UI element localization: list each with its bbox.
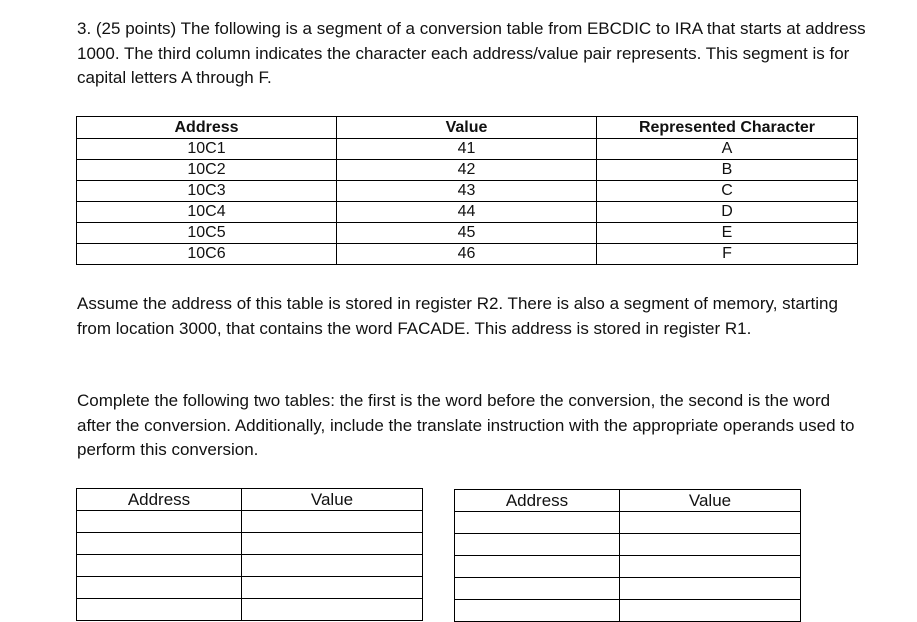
blank-address-cell[interactable] (455, 512, 620, 534)
cell-address: 10C2 (77, 160, 337, 181)
cell-address: 10C4 (77, 202, 337, 223)
table-row (77, 244, 858, 265)
cell-character: D (597, 202, 858, 223)
blank-address-cell[interactable] (455, 600, 620, 622)
cell-value: 45 (337, 223, 597, 244)
table-row (455, 600, 801, 622)
table-row (77, 511, 423, 533)
header-value: Value (337, 117, 597, 139)
question-intro: 3. (25 points) The following is a segment of a conversion table from EBCDIC to IRA that starts at address 1000. The third column indicates the character each address/value pair represents. This segment is for capital letters A through F. (77, 19, 866, 87)
before-table-header-row (77, 489, 423, 511)
blank-value-cell[interactable] (242, 577, 423, 599)
table-row (77, 160, 858, 181)
cell-value: 41 (337, 139, 597, 160)
table-row (77, 533, 423, 555)
table-row (455, 556, 801, 578)
blank-value-cell[interactable] (620, 578, 801, 600)
before-conversion-table (76, 488, 423, 621)
blank-value-cell[interactable] (620, 600, 801, 622)
blank-value-cell[interactable] (620, 534, 801, 556)
cell-value: 44 (337, 202, 597, 223)
table-row (77, 599, 423, 621)
table-row (455, 578, 801, 600)
blank-address-cell[interactable] (77, 511, 242, 533)
blank-value-cell[interactable] (242, 599, 423, 621)
question-instructions: Complete the following two tables: the first is the word before the conversion, the second is the word after the conversion. Additionally, include the translate instruction with the appropriate operands used to perform this conversion. (77, 391, 855, 459)
header-address: Address (77, 489, 242, 511)
table-row (455, 534, 801, 556)
cell-character: F (597, 244, 858, 265)
header-value: Value (620, 490, 801, 512)
cell-character: A (597, 139, 858, 160)
table-row (455, 512, 801, 534)
conversion-table-header-row (77, 117, 858, 139)
after-conversion-table (454, 489, 801, 622)
cell-value: 42 (337, 160, 597, 181)
header-value: Value (242, 489, 423, 511)
header-represented-character: Represented Character (597, 117, 858, 139)
cell-character: C (597, 181, 858, 202)
blank-address-cell[interactable] (77, 577, 242, 599)
question-middle: Assume the address of this table is stored in register R2. There is also a segment of memory, starting from location 3000, that contains the word FACADE. This address is stored in register R1. (77, 294, 838, 338)
blank-value-cell[interactable] (620, 556, 801, 578)
cell-value: 43 (337, 181, 597, 202)
blank-address-cell[interactable] (77, 599, 242, 621)
blank-address-cell[interactable] (77, 555, 242, 577)
cell-character: B (597, 160, 858, 181)
table-row (77, 577, 423, 599)
cell-character: E (597, 223, 858, 244)
table-row (77, 202, 858, 223)
blank-value-cell[interactable] (620, 512, 801, 534)
conversion-table (76, 116, 858, 265)
blank-address-cell[interactable] (455, 578, 620, 600)
table-row (77, 139, 858, 160)
blank-address-cell[interactable] (455, 556, 620, 578)
blank-value-cell[interactable] (242, 533, 423, 555)
cell-value: 46 (337, 244, 597, 265)
cell-address: 10C3 (77, 181, 337, 202)
blank-address-cell[interactable] (77, 533, 242, 555)
cell-address: 10C6 (77, 244, 337, 265)
after-table-header-row (455, 490, 801, 512)
table-row (77, 181, 858, 202)
blank-value-cell[interactable] (242, 555, 423, 577)
blank-address-cell[interactable] (455, 534, 620, 556)
header-address: Address (77, 117, 337, 139)
table-row (77, 223, 858, 244)
table-row (77, 555, 423, 577)
header-address: Address (455, 490, 620, 512)
cell-address: 10C5 (77, 223, 337, 244)
cell-address: 10C1 (77, 139, 337, 160)
blank-value-cell[interactable] (242, 511, 423, 533)
